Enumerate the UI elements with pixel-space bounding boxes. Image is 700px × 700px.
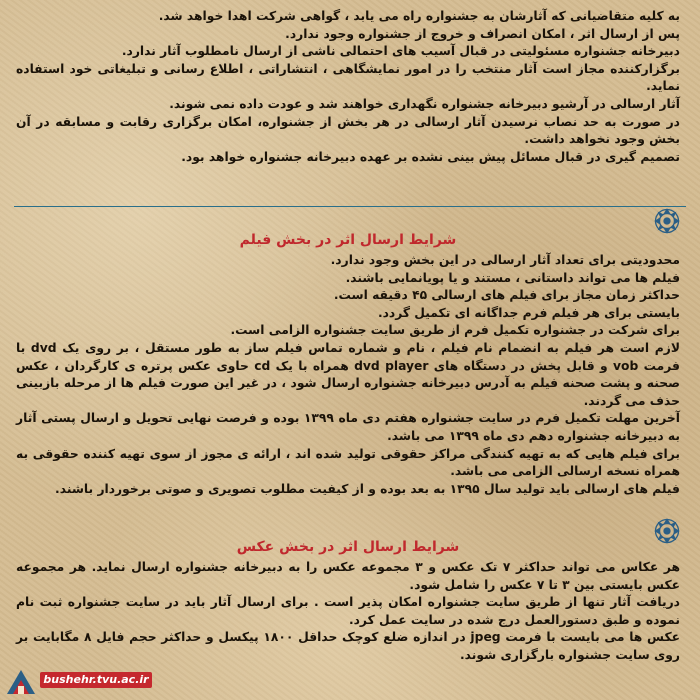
section-divider <box>14 206 686 207</box>
intro-paragraph: پس از ارسال اثر ، امکان انصراف و خروج از جشنواره وجود ندارد. <box>285 26 680 41</box>
photo-paragraph: عکس ها می بایست با فرمت jpeg در اندازه ضلع کوچک حداقل ۱۸۰۰ پیکسل و حداکثر حجم فایل ۸ مگابایت بر روی سایت جشنواره بارگزاری شوند. <box>16 630 680 662</box>
film-section <box>16 231 680 498</box>
photo-section-title: شرایط ارسال اثر در بخش عکس <box>236 539 460 555</box>
film-paragraph: محدودیتی برای تعداد آثار ارسالی در این بخش وجود ندارد. <box>330 253 680 267</box>
photo-section <box>16 538 680 665</box>
film-paragraph: فیلم های ارسالی باید تولید سال ۱۳۹۵ به بعد بوده و از کیفیت مطلوب تصویری و صوتی برخوردار باشند. <box>55 481 680 496</box>
footer-branding <box>0 660 160 700</box>
film-paragraph: حداکثر زمان مجاز برای فیلم های ارسالی ۴۵ دقیقه است. <box>333 288 680 303</box>
film-paragraph: بایستی برای هر فیلم فرم جداگانه ای تکمیل گردد. <box>377 305 680 320</box>
intro-paragraph: تصمیم گیری در قبال مسائل پیش بینی نشده بر عهده دبیرخانه جشنواره خواهد بود. <box>181 149 680 164</box>
film-paragraph: آخرین مهلت تکمیل فرم در سایت جشنواره هفتم دی ماه ۱۳۹۹ بوده و فرصت نهایی تحویل و ارسال پستی آثار به دبیرخانه جشنواره دهم دی ماه ۱۳۹۹ می باشد. <box>16 411 680 443</box>
intro-section <box>16 8 680 166</box>
intro-paragraph: دبیرخانه جشنواره مسئولیتی در قبال آسیب های احتمالی ناشی از ارسال نامطلوب آثار ندارد. <box>121 44 680 59</box>
film-paragraph: برای شرکت در جشنواره تکمیل فرم از طریق سایت جشنواره الزامی است. <box>230 323 680 338</box>
site-url-banner[interactable] <box>40 672 152 688</box>
film-paragraph: برای فیلم هایی که به تهیه کنندگی مراکز حقوقی تولید شده اند ، ارائه ی مجوز از سوی تهیه کننده حقوقی به همراه نسخه ارسالی الزامی می باشد. <box>16 446 680 479</box>
intro-paragraph: به کلیه متقاضیانی که آثارشان به جشنواره راه می یابد ، گواهی شرکت اهدا خواهد شد. <box>158 9 680 23</box>
film-section-title: شرایط ارسال اثر در بخش فیلم <box>239 232 457 248</box>
intro-paragraph: برگزارکننده مجاز است آثار منتخب را در امور نمایشگاهی ، انتشاراتی ، اطلاع رسانی و تبلیغاتی خود استفاده نماید. <box>16 61 680 94</box>
university-logo-icon <box>4 666 38 696</box>
film-paragraph: فیلم ها می تواند داستانی ، مستند و یا پویانمایی باشند. <box>345 270 680 285</box>
photo-paragraph: هر عکاس می تواند حداکثر ۷ تک عکس و ۳ مجموعه عکس را به دبیرخانه جشنواره ارسال نماید. هر مجموعه عکس بایستی بین ۳ تا ۷ عکس را شامل شود. <box>16 560 680 592</box>
film-paragraph: لازم است هر فیلم به انضمام نام فیلم ، نام و شماره تماس فیلم ساز به طور مستقل ، بر روی یک dvd با فرمت vob و قابل پخش در دستگاه های dvd player همراه با یک cd حاوی عکس پرتره ی کارگردان ، عکس صحنه و پشت صحنه فیلم به آدرس دبیرخانه جشنواره ارسال شود ، در غیر این صورت فیلم ها از مرحله بازبینی حذف می گردند. <box>16 340 680 408</box>
intro-paragraph: آثار ارسالی در آرشیو دبیرخانه جشنواره نگهداری خواهند شد و عودت داده نمی شوند. <box>169 96 680 111</box>
photo-paragraph: دریافت آثار تنها از طریق سایت جشنواره امکان پذیر است . برای ارسال آثار باید در سایت جشنواره ثبت نام نموده و طبق دستورالعمل درج شده در سایت عمل کرد. <box>16 595 680 627</box>
intro-paragraph: در صورت به حد نصاب نرسیدن آثار ارسالی در هر بخش از جشنواره، امکان برگزاری رقابت و مسابقه در آن بخش وجود نخواهد داشت. <box>16 114 680 147</box>
site-url-text[interactable]: bushehr.tvu.ac.ir <box>43 673 149 686</box>
